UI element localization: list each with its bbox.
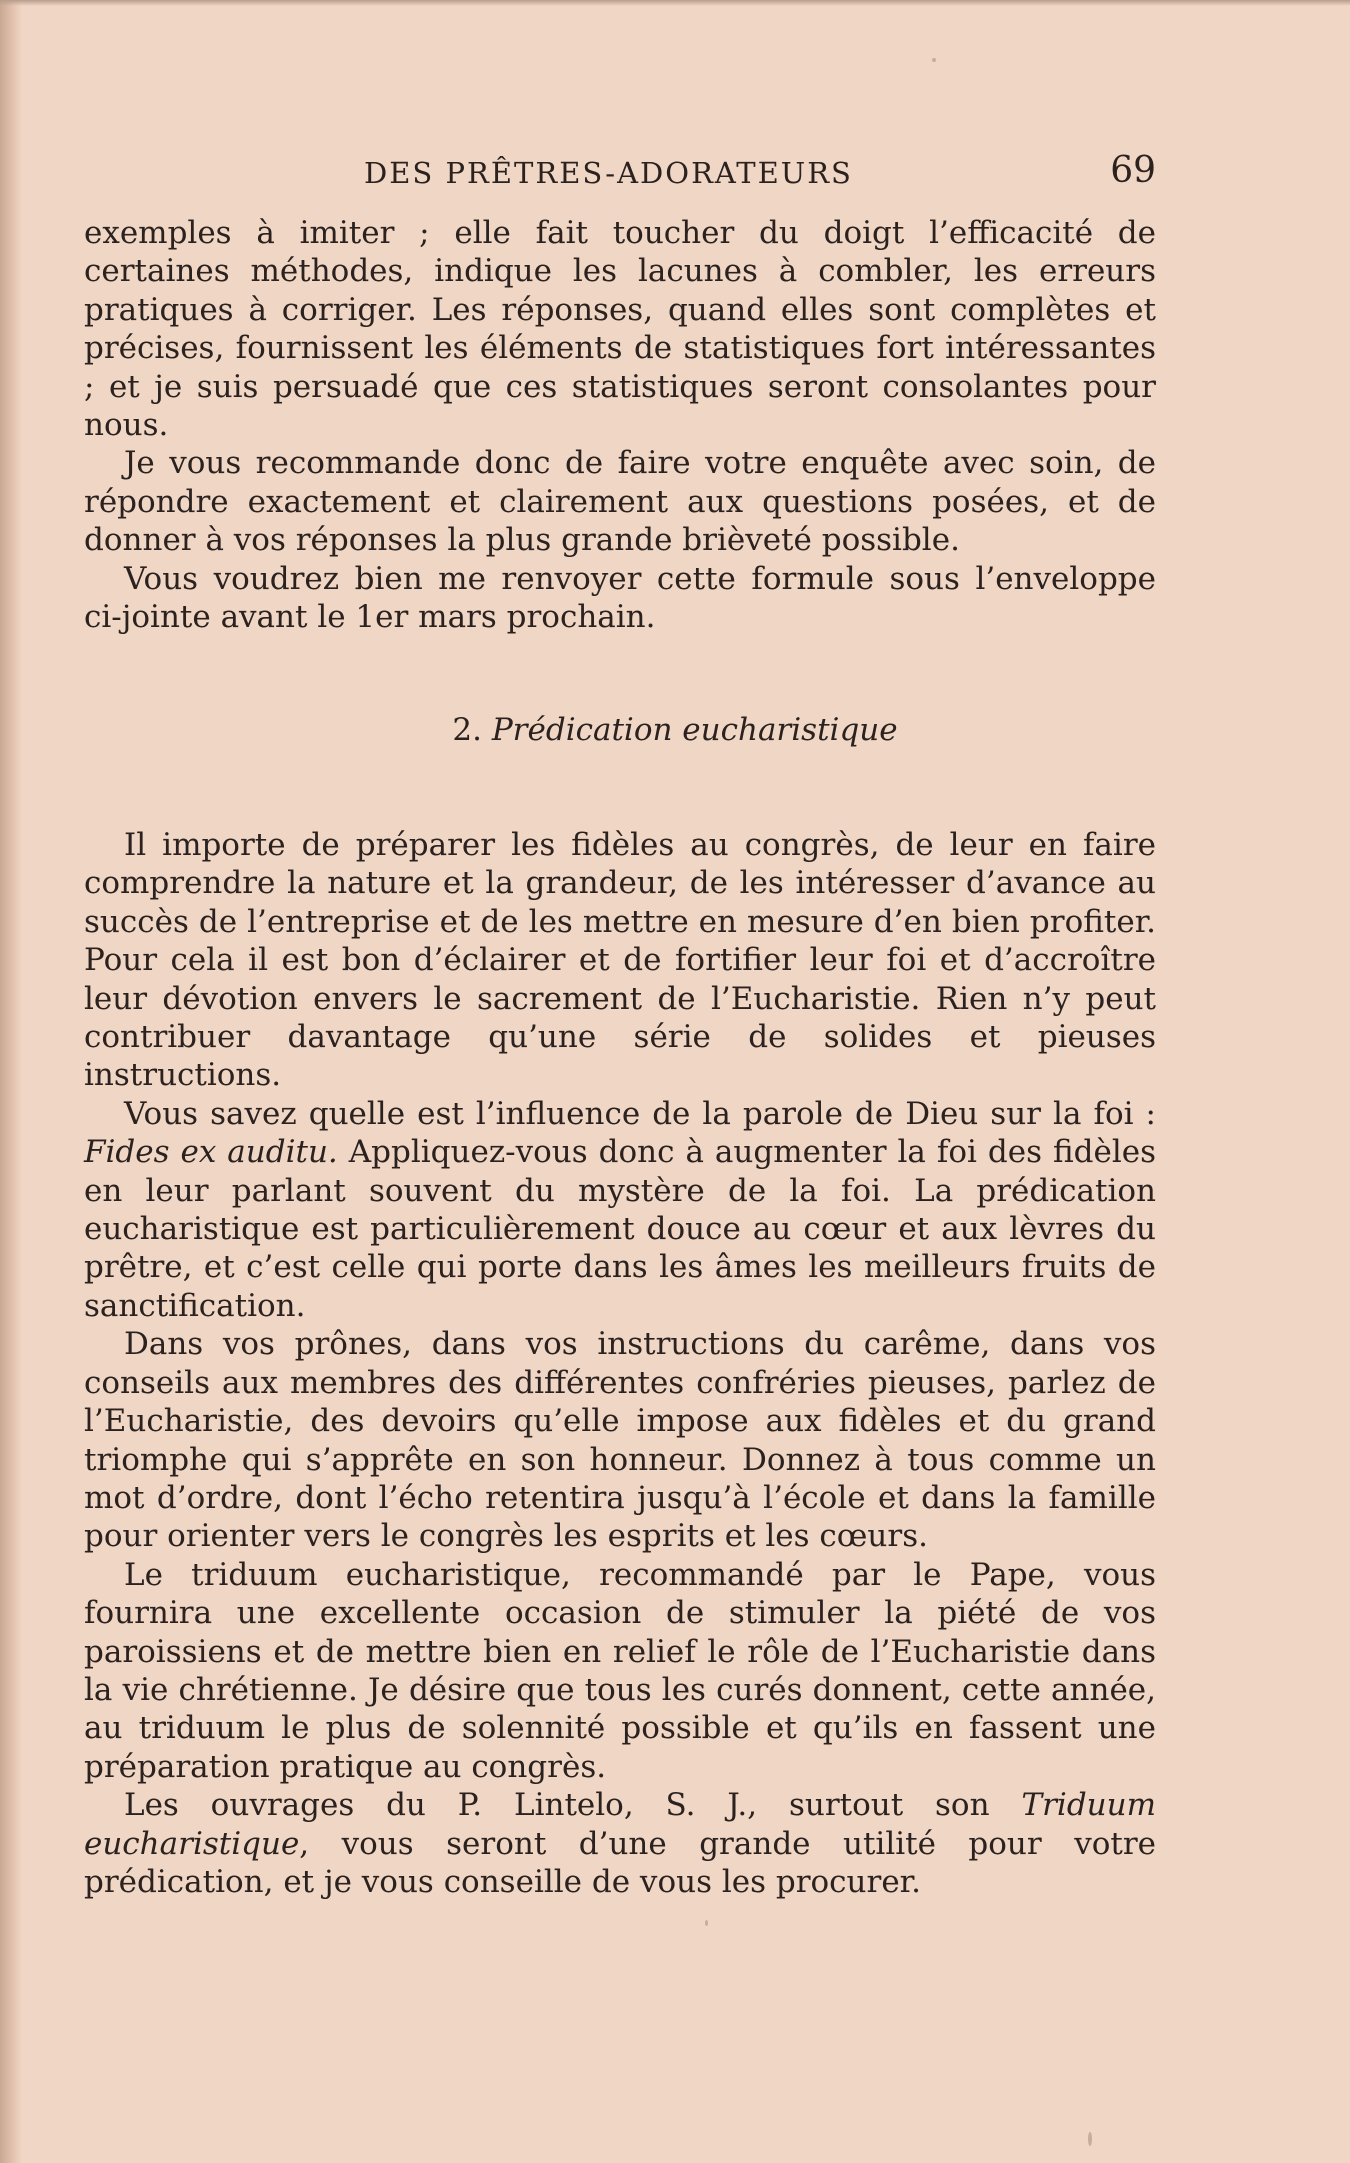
section-title: Prédication eucharistique: [491, 712, 898, 748]
paragraph: Je vous recommande donc de faire votre enquête avec soin, de répondre exactement et clairement aux questions posées, et de donner à vos réponses la plus grande brièveté possible.: [84, 445, 1156, 559]
paper-speck: [932, 58, 936, 62]
section-number: 2.: [452, 712, 482, 748]
section-heading: [0, 712, 1350, 748]
paper-speck: [1088, 2132, 1092, 2146]
paragraph: [84, 1786, 1156, 1901]
paper-speck: [705, 1920, 708, 1926]
paragraph: [84, 1095, 1156, 1325]
continued-text: [84, 214, 1156, 636]
book-title: Triduum eucharistique: [84, 1787, 1156, 1862]
page-number: 69: [1110, 150, 1156, 191]
paragraph-text: Vous savez quelle est l’influence de la parole de Dieu sur la foi :: [124, 1095, 1156, 1132]
paragraph: exemples à imiter ; elle fait toucher du doigt l’efficacité de certaines méthodes, indique les lacunes à combler, les erreurs pratiques à corriger. Les réponses, quand elles sont complètes et précises, fournissent les éléments de statistiques fort intéressantes ; et je suis persuadé que ces statistiques seront consolantes pour nous.: [84, 215, 1156, 444]
paragraph: Dans vos prônes, dans vos instructions du carême, dans vos conseils aux membres des différentes confréries pieuses, parlez de l’Eucharistie, des devoirs qu’elle impose aux fidèles et du grand triomphe qui s’apprête en son honneur. Donnez à tous comme un mot d’ordre, dont l’écho retentira jusqu’à l’école et dans la famille pour orienter vers le congrès les esprits et les cœurs.: [84, 1326, 1156, 1555]
paragraph-text: Appliquez-vous donc à augmenter la foi des fidèles en leur parlant souvent du mystère de la foi. La prédication eucharistique est particulièrement douce au cœur et aux lèvres du prêtre, et c’est celle qui porte dans les âmes les meilleurs fruits de sanctification.: [84, 1134, 1156, 1324]
paragraph-text: , vous seront d’une grande utilité pour votre prédication, et je vous conseille de vous les procurer.: [84, 1825, 1156, 1900]
page-edge-shadow: [0, 0, 22, 2163]
section-text: [84, 826, 1156, 1901]
running-head-title: DES PRÊTRES-ADORATEURS: [364, 156, 853, 190]
paragraph-text: Les ouvrages du P. Lintelo, S. J., surtout son: [124, 1787, 1022, 1824]
paragraph: Vous voudrez bien me renvoyer cette formule sous l’enveloppe ci-jointe avant le 1er mars prochain.: [84, 560, 1156, 636]
latin-quote: Fides ex auditu.: [84, 1134, 338, 1171]
paragraph: Le triduum eucharistique, recommandé par le Pape, vous fournira une excellente occasion de stimuler la piété de vos paroissiens et de mettre bien en relief le rôle de l’Eucharistie dans la vie chrétienne. Je désire que tous les curés donnent, cette année, au triduum le plus de solennité possible et qu’ils en fassent une préparation pratique au congrès.: [84, 1556, 1156, 1785]
running-head: [84, 150, 1156, 194]
page-top-edge: [0, 0, 1350, 6]
paragraph: Il importe de préparer les fidèles au congrès, de leur en faire comprendre la nature et la grandeur, de les intéresser d’avance au succès de l’entreprise et de les mettre en mesure d’en bien profiter. Pour cela il est bon d’éclairer et de fortifier leur foi et d’accroître leur dévotion envers le sacrement de l’Eucharistie. Rien n’y peut contribuer davantage qu’une série de solides et pieuses instructions.: [84, 827, 1156, 1094]
